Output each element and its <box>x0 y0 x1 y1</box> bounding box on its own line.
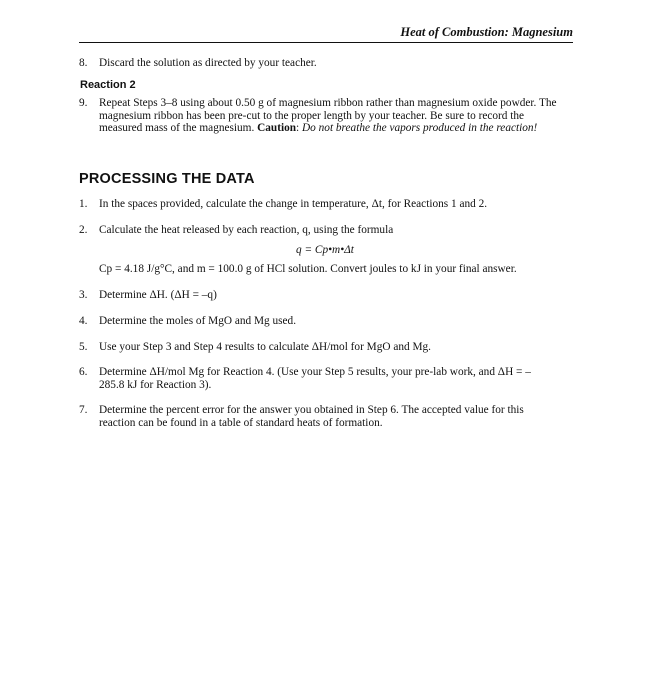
processing-item-3 <box>79 289 579 302</box>
formula-note: Cp = 4.18 J/g°C, and m = 100.0 g of HCl solution. Convert joules to kJ in your final answer. <box>99 263 517 275</box>
step-number: 8. <box>79 57 88 69</box>
caution-label: Caution <box>257 122 297 135</box>
item-number: 5. <box>79 341 88 353</box>
item-text: Calculate the heat released by each reaction, q, using the formula <box>99 224 394 236</box>
processing-item-7 <box>79 404 559 429</box>
item-text: Use your Step 3 and Step 4 results to calculate ΔH/mol for MgO and Mg. <box>99 341 431 353</box>
item-number: 1. <box>79 198 88 210</box>
processing-item-1 <box>79 198 579 211</box>
processing-item-6 <box>79 366 549 391</box>
step-9 <box>79 97 559 135</box>
item-text: Determine ΔH/mol Mg for Reaction 4. (Use your Step 5 results, your pre-lab work, and ΔH = –285.8 kJ for Reaction 3). <box>99 366 531 391</box>
step-8 <box>79 57 579 70</box>
item-number: 4. <box>79 315 88 327</box>
step-number: 9. <box>79 97 88 109</box>
item-text: In the spaces provided, calculate the change in temperature, Δt, for Reactions 1 and 2. <box>99 198 488 210</box>
caution-colon: : <box>296 122 303 135</box>
step-text <box>99 97 559 135</box>
processing-heading: PROCESSING THE DATA <box>79 171 255 187</box>
item-text: Determine the moles of MgO and Mg used. <box>99 315 297 327</box>
step-text: Discard the solution as directed by your teacher. <box>99 57 317 69</box>
processing-item-5 <box>79 341 579 354</box>
item-number: 6. <box>79 366 88 378</box>
step-9-text: Repeat Steps 3–8 using about 0.50 g of magnesium ribbon rather than magnesium oxide powder. The magnesium ribbon has been pre-cut to the proper length by your teacher. Be sure to record the measured mass of the magnesium. <box>99 97 557 135</box>
item-number: 7. <box>79 404 88 416</box>
reaction-2-heading: Reaction 2 <box>80 79 136 91</box>
item-text: Determine ΔH. (ΔH = –q) <box>99 289 217 301</box>
item-number: 2. <box>79 224 88 236</box>
item-number: 3. <box>79 289 88 301</box>
processing-item-2 <box>79 224 579 237</box>
caution-text: Do not breathe the vapors produced in the reaction! <box>302 122 538 135</box>
heat-formula: q = Cp•m•Δt <box>296 244 354 256</box>
page-header-title: Heat of Combustion: Magnesium <box>400 25 573 39</box>
item-text: Determine the percent error for the answer you obtained in Step 6. The accepted value for this reaction can be found in a table of standard heats of formation. <box>99 404 524 429</box>
processing-item-4 <box>79 315 579 328</box>
header-rule <box>79 42 573 43</box>
